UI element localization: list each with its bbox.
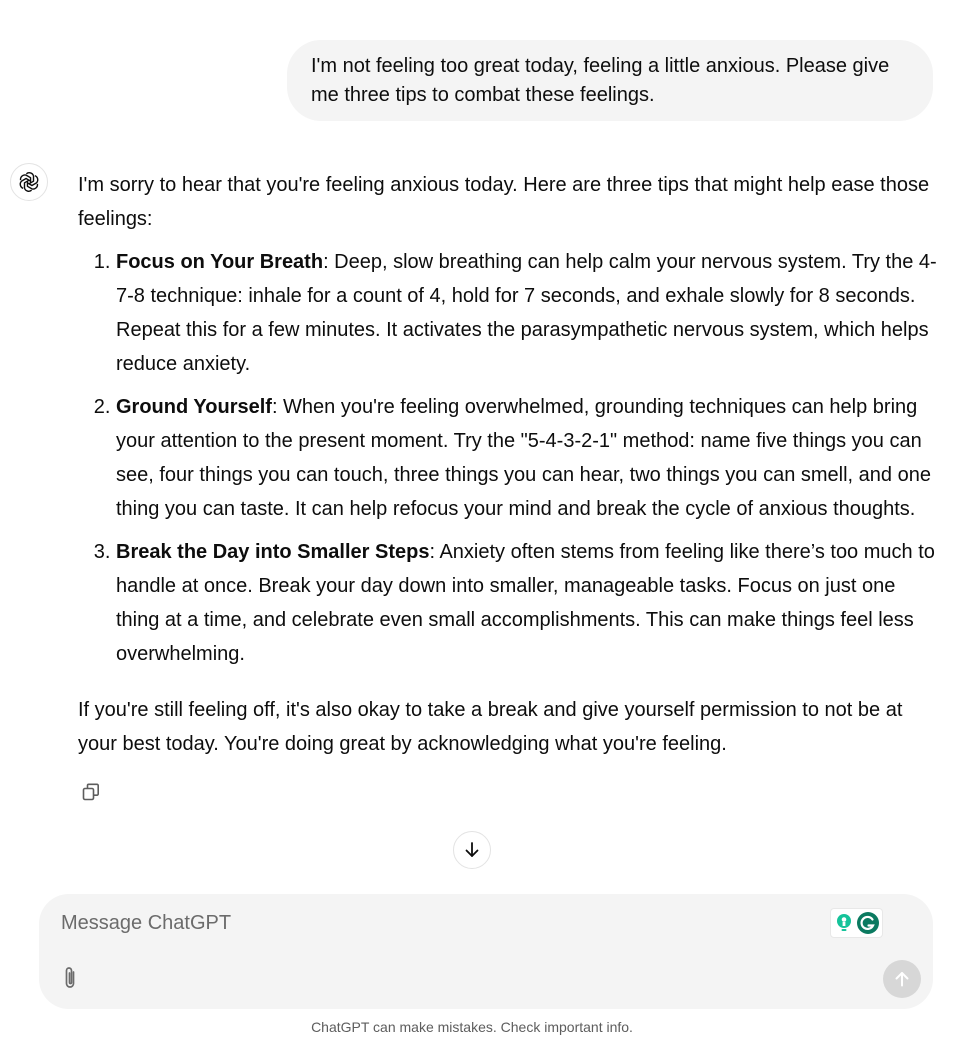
message-composer [39, 894, 933, 1009]
lightbulb-icon [834, 912, 854, 934]
list-item [116, 245, 940, 381]
assistant-message [78, 168, 940, 761]
paperclip-icon [61, 965, 79, 991]
attach-button[interactable] [58, 963, 82, 993]
tip-body: : Deep, slow breathing can help calm your nervous system. Try the 4-7-8 technique: inhale for a count of 4, hold for 7 seconds, and exhale slowly for 8 seconds. Repeat this for a few minutes. It activates the parasympathetic nervous system, which helps reduce anxiety. [116, 251, 937, 375]
user-message-bubble [287, 40, 933, 121]
message-input[interactable] [61, 908, 801, 938]
tips-list [78, 245, 940, 671]
openai-logo-icon [17, 170, 41, 194]
list-item [116, 535, 940, 671]
tip-title: Ground Yourself [116, 396, 272, 418]
grammarly-icon [856, 911, 880, 935]
tip-title: Break the Day into Smaller Steps [116, 541, 430, 563]
tip-body: : Anxiety often stems from feeling like there’s too much to handle at once. Break your day down into smaller, manageable tasks. Focus on just one thing at a time, and celebrate even small accomplishments. This can make things feel less overwhelming. [116, 541, 935, 665]
list-item [116, 390, 940, 526]
copy-button[interactable] [78, 779, 104, 805]
copy-icon [81, 782, 101, 802]
arrow-up-icon [892, 969, 912, 989]
assistant-intro: I'm sorry to hear that you're feeling anxious today. Here are three tips that might help ease those feelings: [78, 174, 930, 230]
assistant-closing: If you're still feeling off, it's also okay to take a break and give yourself permission to not be at your best today. You're doing great by acknowledging what you're feeling. [78, 699, 903, 755]
grammarly-badge[interactable] [830, 908, 883, 938]
disclaimer-text: ChatGPT can make mistakes. Check important info. [311, 1019, 633, 1035]
tip-title: Focus on Your Breath [116, 251, 324, 273]
user-message-text: I'm not feeling too great today, feeling a little anxious. Please give me three tips to combat these feelings. [311, 55, 890, 106]
tip-body: : When you're feeling overwhelmed, grounding techniques can help bring your attention to the present moment. Try the "5-4-3-2-1" method: name five things you can see, four things you can touch, three things you can hear, two things you can smell, and one thing you can taste. It can help refocus your mind and break the cycle of anxious thoughts. [116, 396, 931, 520]
arrow-down-icon [462, 840, 482, 860]
assistant-avatar [10, 163, 48, 201]
scroll-to-bottom-button[interactable] [453, 831, 491, 869]
send-button[interactable] [883, 960, 921, 998]
